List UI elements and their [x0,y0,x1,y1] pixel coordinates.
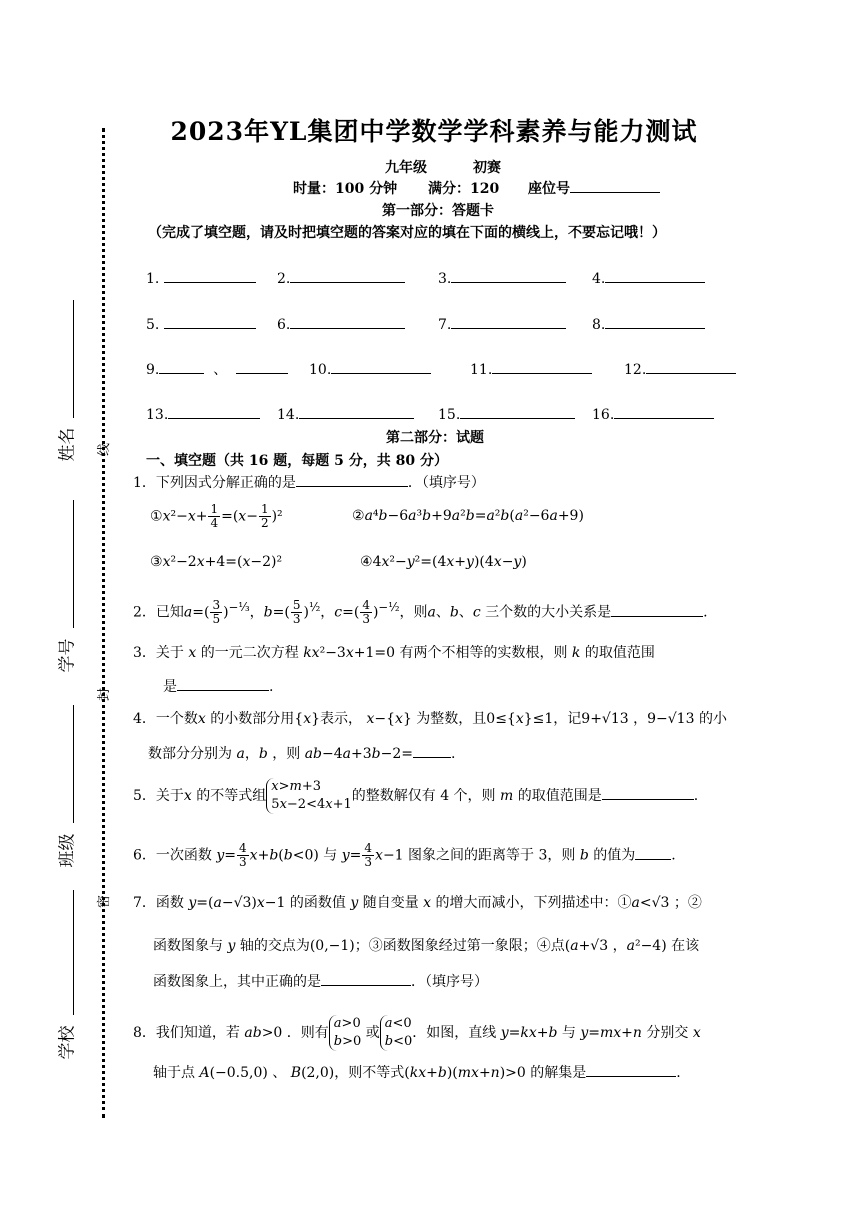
answer-blank-15[interactable] [460,404,575,419]
answer-blank-11[interactable] [492,359,592,374]
q7-blank[interactable] [321,971,411,986]
binding-dotted-line [102,128,105,1118]
question-7: 7．函数 y=(a−√3)x−1 的函数值 y 随自变量 x 的增大而减小，下列描述中：①a<√3 ；② [133,895,702,911]
answer-slot-13: 13. [146,404,260,423]
q4-blank[interactable] [413,743,451,758]
question-4: 4．一个数x 的小数部分用{x}表示， x−{x} 为整数，且0≤{x}≤1，记9+√13 ，9−√13 的小 [133,711,727,727]
side-id-line [73,500,74,628]
answer-blank-9a[interactable] [159,359,204,374]
section1-heading: 一、填空题（共 16 题，每题 5 分，共 80 分） [146,453,448,469]
answer-slot-14: 14. [277,404,414,423]
question-2: 2．已知a=( $\frac{3}{5}$ )$^{-\frac{1}{3}}$，b=( $\frac{5}{3}$ )$^{\frac{1}{2}}$，c=( $\frac{4}{3}$ )$^{-\frac{1}{2}}$，则a、b、c 三个数的大小关系是 . [133,598,708,627]
answer-blank-6[interactable] [290,314,405,329]
q1-option-c: ③x²−2x+4=(x−2)² [150,554,283,570]
q8-system-negative: a<0 b<0 [380,1015,413,1051]
q1-blank[interactable] [296,472,408,487]
part1-heading: 第一部分：答题卡 [382,203,494,219]
seat-blank[interactable] [570,178,660,193]
answer-slot-9: 9. 、 [146,359,288,379]
side-name-line [73,300,74,418]
answer-blank-1[interactable] [164,268,256,283]
answer-blank-14[interactable] [299,404,414,419]
round-label: 初赛 [473,160,501,176]
answer-blank-7[interactable] [451,314,566,329]
answer-blank-4[interactable] [605,268,705,283]
answer-slot-2: 2. [277,268,405,287]
answer-blank-12[interactable] [646,359,736,374]
seal-char-mi: 密 [97,894,113,909]
q8-blank[interactable] [586,1062,676,1077]
side-label-name: 姓名 [57,427,78,462]
answer-slot-8: 8. [592,314,705,333]
q3-blank[interactable] [177,676,269,691]
instruction-text: （完成了填空题，请及时把填空题的答案对应的填在下面的横线上，不要忘记哦！） [148,225,666,241]
answer-blank-13[interactable] [168,404,260,419]
answer-blank-10[interactable] [331,359,431,374]
grade-label: 九年级 [385,160,427,176]
question-6: 6．一次函数 y= $\frac{4}{3}$ x+b(b<0) 与 y= $\frac{4}{3}$ x−1 图象之间的距离等于 3，则 b 的值为 . [133,841,676,869]
seal-char-line: 线 [97,442,113,457]
answer-slot-7: 7. [438,314,566,333]
question-5: 5．关于x 的不等式组x>m+3 5x−2<4x+1的整数解仅有 4 个，则 m 的取值范围是 . [133,779,699,812]
q1-option-b: ②a⁴b−6a³b+9a²b=a²b(a²−6a+9) [352,508,584,524]
answer-blank-3[interactable] [451,268,566,283]
score-label: 满分：120 [428,181,500,197]
side-label-id: 学号 [57,638,78,673]
answer-blank-16[interactable] [614,404,714,419]
answer-blank-2[interactable] [290,268,405,283]
answer-slot-1: 1. [146,268,256,287]
question-7-line3: 函数图象上，其中正确的是 ．（填序号） [153,971,488,992]
q5-inequality-system: x>m+3 5x−2<4x+1 [266,778,351,814]
side-class-line [73,705,74,823]
q6-blank[interactable] [635,845,671,860]
answer-blank-5[interactable] [164,314,256,329]
answer-slot-5: 5. [146,314,256,333]
answer-slot-12: 12. [624,359,736,378]
q1-option-d: ④4x²−y²=(4x+y)(4x−y) [360,554,527,570]
question-3-line2: 是 . [163,676,273,697]
part2-heading: 第二部分：试题 [386,430,484,446]
q2-blank[interactable] [611,602,703,617]
answer-slot-6: 6. [277,314,405,333]
answer-slot-16: 16. [592,404,714,423]
answer-blank-9b[interactable] [236,359,288,374]
question-8: 8．我们知道，若 ab>0 ．则有a>0 b>0 或a<0 b<0．如图，直线 y=kx+b 与 y=mx+n 分别交 x [133,1016,701,1049]
time-label: 时量：100 分钟 [293,181,398,197]
side-school-line [73,890,74,1015]
side-label-school: 学校 [57,1025,78,1060]
answer-blank-8[interactable] [605,314,705,329]
answer-slot-3: 3. [438,268,566,287]
question-4-line2: 数部分分别为 a，b ，则 ab−4a+3b−2= . [148,743,455,764]
page-title: 2023年YL集团中学数学学科素养与能力测试 [170,117,698,146]
question-1: 1．下列因式分解正确的是 ．（填序号） [133,472,485,493]
seal-char-feng: 封 [97,687,113,702]
q1-option-a: ①x²−x+ $\frac{1}{4}$ =(x− $\frac{1}{2}$ )² [150,502,283,530]
seat-label: 座位号 [528,178,660,198]
q8-system-positive: a>0 b>0 [329,1015,362,1051]
answer-slot-4: 4. [592,268,705,287]
answer-slot-15: 15. [438,404,575,423]
question-3: 3．关于 x 的一元二次方程 kx²−3x+1=0 有两个不相等的实数根，则 k 的取值范围 [133,645,655,661]
side-label-class: 班级 [57,833,78,868]
answer-slot-10: 10. [309,359,431,378]
question-7-line2: 函数图象与 y 轴的交点为(0,−1)；③函数图象经过第一象限；④点(a+√3 ，a²−4) 在该 [153,938,700,954]
question-8-line2: 轴于点 A(−0.5,0) 、 B(2,0)，则不等式(kx+b)(mx+n)>0 的解集是 . [153,1062,681,1083]
q5-blank[interactable] [602,785,694,800]
answer-slot-11: 11. [470,359,592,378]
